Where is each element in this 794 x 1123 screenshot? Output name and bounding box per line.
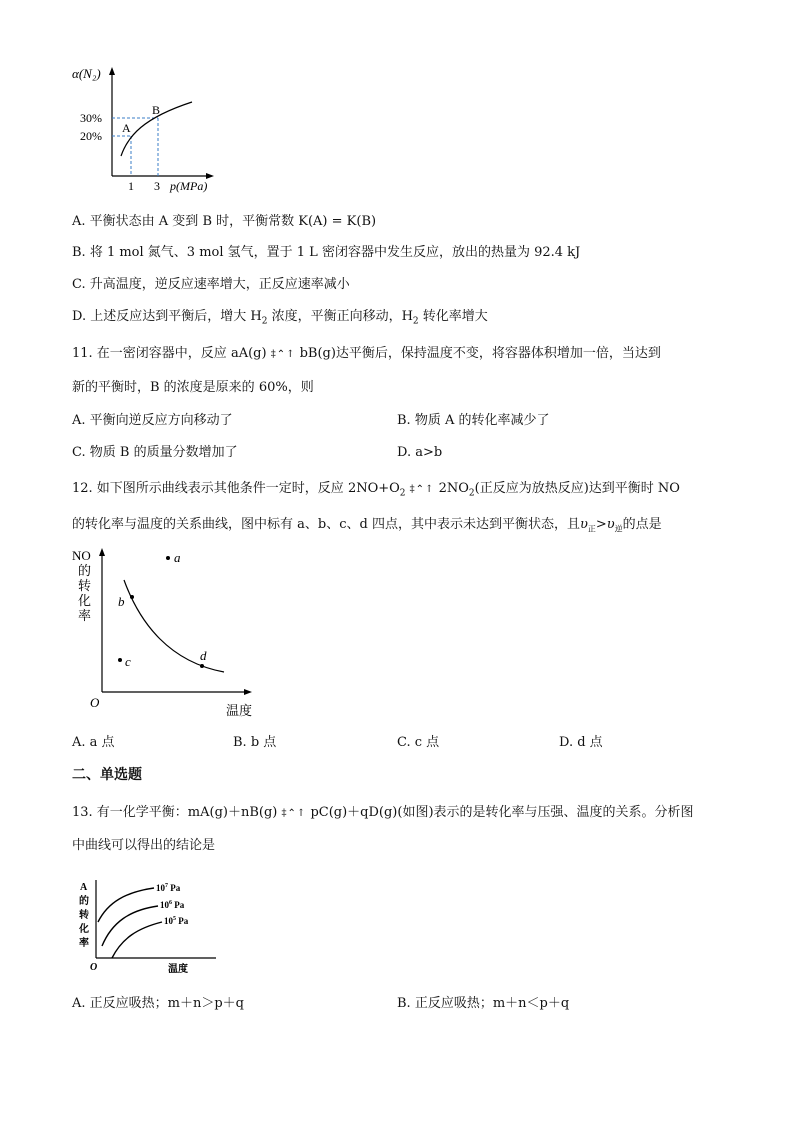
q11-stem-post: bB(g)达平衡后，保持温度不变，将容器体积增加一倍，当达到 bbox=[299, 346, 661, 361]
q10-option-d[interactable] bbox=[72, 309, 488, 330]
point-c-label: c bbox=[125, 654, 131, 669]
curve-label-1e6: $10^6$ Pa bbox=[160, 900, 185, 910]
q10-option-a[interactable]: A. 平衡状态由 A 变到 B 时，平衡常数 K(A) = K(B) bbox=[72, 214, 377, 229]
q10-option-b[interactable]: B. 将 1 mol 氮气、3 mol 氢气，置于 1 L 密闭容器中发生反应，放出的热量为 92.4 kJ bbox=[72, 245, 581, 260]
y-label-de: 的 bbox=[79, 896, 89, 907]
q10-d-sub1: 2 bbox=[261, 316, 268, 327]
q12-v-reverse: υ bbox=[606, 517, 615, 532]
q12-line2-pre: 的转化率与温度的关系曲线，图中标有 a、b、c、d 四点，其中表示未达到平衡状态，且 bbox=[72, 517, 580, 532]
q13-stem-line2: 中曲线可以得出的结论是 bbox=[72, 838, 216, 853]
q12-stem-line2 bbox=[72, 517, 662, 538]
q12-option-a[interactable]: A. a 点 bbox=[72, 735, 115, 750]
point-b-label: B bbox=[152, 103, 161, 117]
point-b[interactable] bbox=[130, 595, 134, 599]
tick-30: 30% bbox=[80, 111, 102, 125]
origin-label: O bbox=[90, 695, 100, 710]
point-b-label: b bbox=[118, 594, 125, 609]
curve-label-1e5: $10^5$ Pa bbox=[164, 916, 189, 926]
q12-equilibrium-symbol: ‡⌃↑ bbox=[409, 484, 435, 495]
q11-equilibrium-symbol: ‡⌃↑ bbox=[270, 349, 296, 360]
y-label-no: NO bbox=[72, 548, 91, 563]
graph-no-conversion-vs-temperature bbox=[70, 544, 270, 724]
curve-1e5 bbox=[112, 922, 162, 958]
q11-option-c[interactable]: C. 物质 B 的质量分数增加了 bbox=[72, 445, 238, 460]
q11-stem-pre: 11. 在一密闭容器中，反应 aA(g) bbox=[72, 346, 267, 361]
q12-v-forward: υ bbox=[579, 517, 588, 532]
y-axis-arrow bbox=[99, 548, 105, 556]
q12-v-reverse-sub: 逆 bbox=[614, 524, 623, 534]
q12-v-forward-sub: 正 bbox=[587, 524, 596, 534]
q12-no2-sub: 2 bbox=[468, 488, 475, 499]
point-a-label: a bbox=[174, 550, 181, 565]
q10-option-c[interactable]: C. 升高温度，逆反应速率增大，正反应速率减小 bbox=[72, 277, 350, 292]
q10-d-sub2: 2 bbox=[412, 316, 419, 327]
y-label-zhuan: 转 bbox=[79, 910, 89, 921]
point-d[interactable] bbox=[200, 664, 204, 668]
q13-option-a[interactable]: A. 正反应吸热；m＋n＞p＋q bbox=[72, 996, 244, 1011]
q13-option-b[interactable]: B. 正反应吸热；m＋n＜p＋q bbox=[397, 996, 570, 1011]
q11-stem-line1 bbox=[72, 346, 661, 363]
point-a[interactable] bbox=[166, 556, 170, 560]
x-label: p(MPa) bbox=[170, 179, 208, 193]
q10-d-pre: D. 上述反应达到平衡后，增大 H bbox=[72, 309, 262, 324]
q10-d-mid: 浓度，平衡正向移动，H bbox=[267, 309, 413, 324]
graph-conversion-vs-pressure bbox=[68, 62, 228, 197]
q10-d-post: 转化率增大 bbox=[418, 309, 488, 324]
q12-option-b[interactable]: B. b 点 bbox=[233, 735, 277, 750]
y-label: α(N₂) bbox=[72, 66, 101, 81]
tick-20: 20% bbox=[80, 129, 102, 143]
point-d-label: d bbox=[200, 648, 207, 663]
equilibrium-curve bbox=[124, 580, 224, 672]
y-axis-arrow bbox=[109, 67, 115, 75]
q12-stem-line1 bbox=[72, 481, 680, 502]
point-c[interactable] bbox=[118, 658, 122, 662]
q12-option-d[interactable]: D. d 点 bbox=[559, 735, 603, 750]
y-label-hua: 化 bbox=[79, 924, 89, 935]
q12-gt: > bbox=[595, 517, 607, 532]
q13-stem-post: pC(g)＋qD(g)(如图)表示的是转化率与压强、温度的关系。分析图 bbox=[310, 805, 694, 820]
y-label-lv: 率 bbox=[79, 938, 89, 949]
y-label-hua: 化 bbox=[78, 593, 92, 608]
q12-no2: 2NO bbox=[438, 481, 469, 496]
tick-x1: 1 bbox=[128, 179, 134, 193]
y-label-de: 的 bbox=[78, 563, 92, 578]
x-label: 温度 bbox=[226, 703, 253, 718]
q13-equilibrium-symbol: ‡⌃↑ bbox=[281, 808, 307, 819]
q13-stem-line1 bbox=[72, 805, 694, 822]
origin-label: O bbox=[90, 962, 98, 973]
q11-option-b[interactable]: B. 物质 A 的转化率减少了 bbox=[397, 413, 550, 428]
curve-label-1e7: $10^7$ Pa bbox=[156, 883, 181, 893]
y-label-lv: 率 bbox=[78, 608, 92, 623]
y-label-a: A bbox=[80, 882, 88, 893]
graph-a-conversion-vs-temperature bbox=[74, 876, 224, 978]
q11-option-a[interactable]: A. 平衡向逆反应方向移动了 bbox=[72, 413, 233, 428]
x-label: 温度 bbox=[168, 964, 188, 975]
point-a-label: A bbox=[122, 121, 131, 135]
q12-line2-post: 的点是 bbox=[622, 517, 662, 532]
x-axis-arrow bbox=[244, 689, 252, 695]
y-label-zhuan: 转 bbox=[78, 578, 92, 593]
q13-stem-pre: 13. 有一化学平衡：mA(g)＋nB(g) bbox=[72, 805, 278, 820]
q11-stem-line2: 新的平衡时，B 的浓度是原来的 60%，则 bbox=[72, 380, 314, 395]
q11-option-d[interactable]: D. a>b bbox=[397, 445, 443, 460]
q12-o2-sub: 2 bbox=[399, 488, 406, 499]
q12-option-c[interactable]: C. c 点 bbox=[397, 735, 440, 750]
tick-x3: 3 bbox=[154, 179, 160, 193]
q12-stem-pre: 12. 如下图所示曲线表示其他条件一定时，反应 2NO+O bbox=[72, 481, 400, 496]
q12-stem-post: (正反应为放热反应)达到平衡时 NO bbox=[474, 481, 680, 496]
section-title: 二、单选题 bbox=[72, 767, 142, 783]
